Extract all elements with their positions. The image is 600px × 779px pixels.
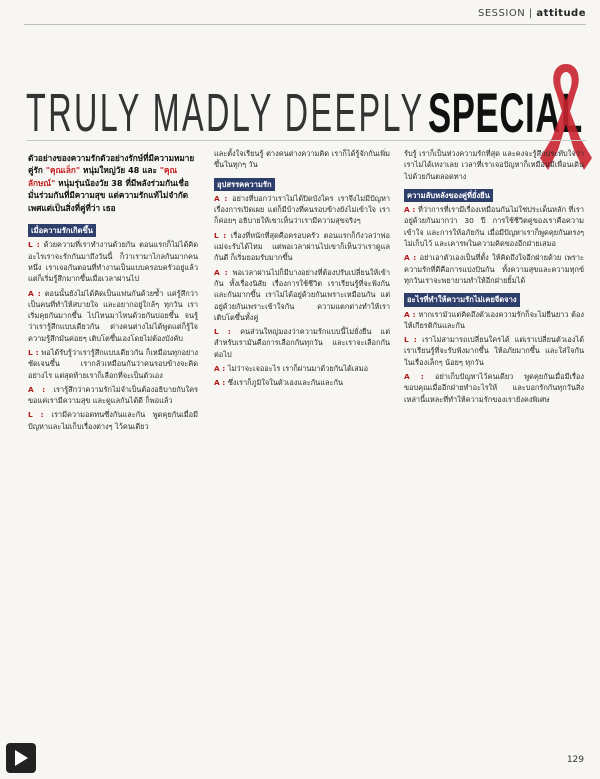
speaker-label: L : [214,230,231,240]
paragraph-text: อย่าเก็บปัญหาไว้คนเดียว พูดคุยกันเมื่อมีเรื่อง ขอบคุณเมื่ออีกฝ่ายทำอะไรให้ และบอกรักกันทุกวันสิ่งเหล่านี้แหละที่ทำให้ความรักของเรายังคงพิเศษ [404,372,584,404]
lead-text-2: หนุ่มใหญ่วัย 48 และ [82,165,157,176]
speaker-label: L : [28,410,52,420]
column-3-paragraphs-a [404,204,584,286]
title-rule [26,140,586,141]
paragraph [28,347,198,381]
paragraph [404,309,584,332]
article-body [24,148,586,748]
column-2-paragraphs [214,193,390,389]
paragraph [214,230,390,264]
column-3-top-paragraphs [404,148,584,182]
paragraph [404,148,584,182]
paragraph-text: เราไม่สามารถเปลี่ยนใครได้ แต่เราเปลี่ยนตัวเองได้ เราเรียนรู้ที่จะรับฟังมากขึ้น ให้อภัยมากขึ้น และใส่ใจกันในเรื่องเล็กๆ น้อยๆ ทุกวัน [404,335,584,367]
paragraph [404,204,584,249]
section-heading: ความลับหลังของคู่ที่ยั่งยืน [404,189,493,202]
column-3-paragraphs-b [404,309,584,405]
top-rule [24,24,586,25]
play-icon [13,749,29,767]
lead-text-3: หนุ่มรุ่นน้องวัย 38 ที่มีพลังร่วมกันเชื่อมั่นร่วมกันที่มีความสุข แต่ความรักแท้ไม่จำกัดเพศแต่เป็นสิ่งที่คู่ที่ว่า เธอ [28,177,189,213]
column-1 [28,148,198,748]
speaker-label: A : [404,372,436,382]
paragraph [404,371,584,405]
paragraph [214,377,390,388]
speaker-label: L : [214,327,241,337]
paragraph [214,326,390,360]
paragraph [28,409,198,432]
speaker-label: A : [214,267,233,277]
section-heading: อุปสรรคความรัก [214,178,275,191]
section-heading: อะไรที่ทำให้ความรักไม่เคยจืดจาง [404,293,520,306]
paragraph [214,363,390,374]
speaker-label: A : [404,253,420,263]
paragraph-text: เรามีความอดทนซึ่งกันและกัน พูดคุยกันเมื่อมีปัญหาและไม่เก็บเรื่องต่างๆ ไว้คนเดียว [28,410,198,431]
paragraph-text: ไม่ว่าจะเจออะไร เราก็ผ่านมาด้วยกันได้เสมอ [227,364,369,374]
paragraph-text: อย่างที่บอกว่าเราไม่ได้ปิดบังใคร เราจึงไม่มีปัญหาเรื่องการเปิดเผย แต่ก็มีบ้างที่คนรอบข้างยังไม่เข้าใจ เราก็ค่อยๆ อธิบายให้เขาเห็นว่าเรามีความสุขจริงๆ [214,193,390,226]
paragraph-text: เรื่องที่หนักที่สุดคือครอบครัว ตอนแรกก็กังวลว่าพ่อแม่จะรับได้ไหม แต่พอเวลาผ่านไปเขาก็เห็นว่าเราดูแลกันดี ก็เริ่มยอมรับมากขึ้น [214,230,390,263]
session-label: SESSION [478,8,526,19]
paragraph [28,288,198,344]
page-number: 129 [566,755,584,765]
column-2 [214,148,390,748]
speaker-label: A : [214,378,228,388]
paragraph-text: ซึ่งเราก็ภูมิใจในตัวเองและกันและกัน [227,378,344,388]
paragraph [404,334,584,368]
title-thin: TRULY MADLY DEEPLY [26,83,425,143]
speaker-label: A : [404,205,418,215]
paragraph-text: ตอนนั้นยังไม่ได้คิดเป็นแฟนกันด้วยซ้ำ แค่รู้สึกว่าเป็นคนที่ทำให้สบายใจ และอยากอยู่ใกล้ๆ ทุกวัน เราเริ่มคุยกันมากขึ้น ไปไหนมาไหนด้วยกันบ่อยขึ้น จนรู้ว่าเรารู้สึกแบบเดียวกัน ต่างคนต่างไม่ได้พูดแต่ก็รู้ใจ ความรู้สึกมันค่อยๆ เติบโตขึ้นเองโดยไม่ต้องบังคับ [28,288,198,343]
lead-name-2: "คุณลักษณ์" [28,165,178,188]
paragraph [404,252,584,286]
lead-text-1: ตัวอย่างของความรักตัวอย่างรักษ์ที่มีความหมาย คู่รัก [28,153,195,176]
paragraph [214,148,390,171]
column-3 [404,148,584,748]
speaker-label: A : [28,288,45,298]
speaker-label: L : [28,348,42,357]
speaker-label: L : [28,240,44,250]
paragraph-text: รับรู้ เราก็เป็นห่วงความรักที่สุด และคงจะรู้สึกประทับใจว่าเราไม่ได้เหงาเลย เวลาที่เราเจอปัญหาก็เหมือนมีเพื่อนเดินไปด้วยกันตลอดทาง [404,149,584,181]
paragraph [28,239,198,284]
lead-name-1: "คุณเล็ก" [45,165,81,176]
play-button[interactable] [6,743,36,773]
lead-paragraph [28,152,198,214]
paragraph-text: คนส่วนใหญ่มองว่าความรักแบบนี้ไม่ยั่งยืน แต่สำหรับเรามันคือการเลือกกันทุกวัน และเราจะเลือกกันต่อไป [214,327,390,359]
speaker-label: A : [214,193,233,203]
paragraph-text: พอได้รับรู้ว่าเรารู้สึกแบบเดียวกัน ก็เหมือนทุกอย่างชัดเจนขึ้น เรากลัวเหมือนกันว่าคนรอบข้างจะคิดอย่างไร แต่สุดท้ายเราก็เลือกที่จะเป็นตัวเอง [28,348,198,380]
session-header: SESSION | attitude [478,8,586,19]
paragraph-text: และตั้งใจเรียนรู้ ต่างคนต่างความคิด เราก็ได้รู้จักกันเพิ่มขึ้นในทุกๆ วัน [214,149,390,170]
speaker-label: A : [28,384,54,394]
paragraph-text: ที่ว่าการที่เรามีเรื่องเหมือนกันไม่ใช่ประเด็นหลัก ที่เราอยู่ด้วยกันมากว่า 30 ปี การใช้ชีวิตคู่ของเราคือความเข้าใจ และการให้อภัยกัน เมื่อมีปัญหาเราก็พูดคุยกันตรงๆ ไม่เก็บไว้ และเคารพในความคิดของอีกฝ่ายเสมอ [404,205,584,249]
speaker-label: A : [404,309,419,319]
speaker-label: A : [214,364,228,374]
section-heading: เมื่อความรักเกิดขึ้น [28,224,96,237]
paragraph-text: อย่าเอาตัวเองเป็นที่ตั้ง ให้คิดถึงใจอีกฝ่ายด้วย เพราะความรักที่ดีคือการแบ่งปันกัน ทั้งความสุขและความทุกข์ ทุกวันเราจะพยายามทำให้อีกฝ่ายยิ้มได้ [404,253,584,285]
session-name: attitude [536,8,586,19]
paragraph [214,193,390,227]
paragraph-text: เรารู้สึกว่าความรักไม่จำเป็นต้องอธิบายกับใคร ขอแค่เรามีความสุข และดูแลกันได้ดี ก็พอแล้ว [28,384,198,406]
paragraph [214,267,390,323]
paragraph-text: ด้วยความที่เราทำงานด้วยกัน ตอนแรกก็ไม่ได้คิดอะไรเราจะรักกันมาถึงวันนี้ ก็ว่าเรามาไกลกันมากคนหนึ่ง เราเจอกันตอนที่ทำงานเป็นแบบครอบครัวอยู่แล้ว แต่ก็เริ่มรู้สึกมากขึ้นเมื่อเวลาผ่านไป [28,240,198,284]
speaker-label: L : [404,335,423,345]
paragraph-text: พอเวลาผ่านไปก็มีบางอย่างที่ต้องปรับเปลี่ยนให้เข้ากัน ทั้งเรื่องนิสัย เรื่องการใช้ชีวิต เราเรียนรู้ที่จะฟังกันและกันมากขึ้น เราไม่ได้อยู่ด้วยกันเพราะเหมือนกัน แต่อยู่ด้วยกันเพราะเข้าใจกัน ความแตกต่างทำให้เราเติบโตขึ้นทั้งคู่ [214,267,390,322]
paragraph-text: หากเรามัวแต่คิดถึงตัวเองความรักก็จะไม่ยืนยาว ต้องให้เกียรติกันและกัน [404,309,584,330]
title-bold: SPECIAL [428,81,583,144]
column-2-top-paragraphs [214,148,390,171]
column-1-paragraphs [28,239,198,432]
paragraph [28,384,198,407]
